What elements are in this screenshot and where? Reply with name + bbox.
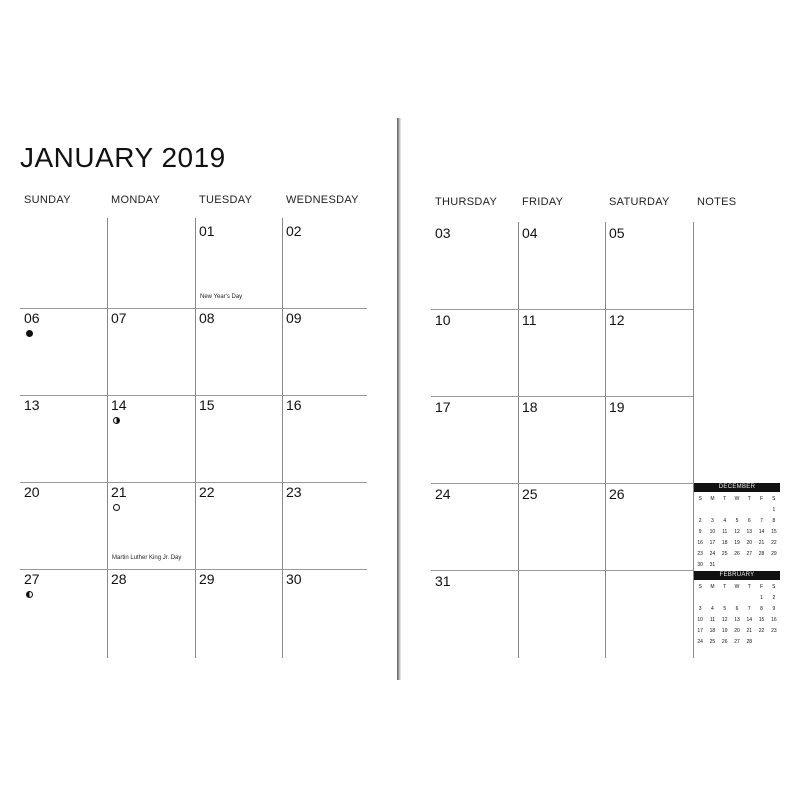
full-moon-icon — [113, 504, 120, 511]
column-header-friday: FRIDAY — [522, 196, 564, 208]
mini-day: 24 — [697, 639, 703, 645]
mini-calendar-grid — [694, 492, 780, 569]
mini-day: 22 — [758, 628, 765, 634]
grid-row-line — [431, 570, 693, 571]
day-05[interactable]: 05 — [609, 225, 625, 241]
day-25[interactable]: 25 — [522, 486, 538, 502]
mini-day: 4 — [723, 518, 727, 524]
mini-day: 7 — [747, 606, 751, 612]
mini-calendar-title: DECEMBER — [694, 483, 780, 492]
day-24[interactable]: 24 — [435, 486, 451, 502]
mini-weekday: M — [710, 584, 715, 590]
mini-day: 8 — [760, 606, 763, 612]
column-header-saturday: SATURDAY — [609, 196, 670, 208]
grid-row-line — [431, 396, 693, 397]
mini-day: 7 — [760, 518, 763, 524]
day-04[interactable]: 04 — [522, 225, 538, 241]
mini-day: 9 — [772, 606, 776, 612]
day-22[interactable]: 22 — [199, 484, 215, 500]
mini-day: 26 — [734, 551, 740, 557]
mini-calendar-title: FEBRUARY — [694, 571, 780, 580]
grid-row-line — [20, 482, 367, 483]
mini-weekday: T — [723, 584, 727, 590]
mini-day — [719, 506, 731, 514]
mini-weekday: S — [772, 496, 776, 502]
mini-day: 14 — [746, 617, 753, 623]
column-header-sunday: SUNDAY — [24, 194, 71, 206]
day-11[interactable]: 11 — [522, 312, 537, 328]
mini-day — [743, 561, 755, 569]
mini-day — [743, 594, 755, 602]
mini-calendar-grid — [694, 580, 780, 646]
holiday-label: Martin Luther King Jr. Day — [112, 555, 182, 561]
right-page — [401, 118, 800, 680]
new-moon-icon — [26, 330, 33, 337]
first-moon-icon — [113, 417, 120, 424]
mini-day: 5 — [723, 606, 727, 612]
day-19[interactable]: 19 — [609, 399, 625, 415]
day-14[interactable]: 14 — [111, 397, 127, 413]
mini-day — [731, 506, 743, 514]
mini-calendar-february — [694, 571, 780, 646]
mini-day: 13 — [734, 617, 740, 623]
mini-day — [706, 506, 718, 514]
grid-column-line — [195, 218, 196, 658]
mini-weekday: W — [734, 496, 740, 502]
mini-day: 2 — [698, 518, 702, 524]
mini-day: 19 — [734, 540, 740, 546]
day-07[interactable]: 07 — [111, 310, 127, 326]
mini-day: 11 — [722, 529, 728, 535]
mini-day: 28 — [758, 551, 765, 557]
mini-day: 18 — [709, 628, 716, 634]
mini-day — [755, 638, 767, 646]
mini-weekday: S — [698, 496, 702, 502]
grid-column-line — [282, 218, 283, 658]
mini-day: 10 — [709, 529, 716, 535]
mini-day: 25 — [709, 639, 716, 645]
mini-day: 15 — [771, 529, 777, 535]
mini-day: 20 — [746, 540, 753, 546]
mini-day: 21 — [758, 540, 765, 546]
day-28[interactable]: 28 — [111, 571, 127, 587]
last-moon-icon — [26, 591, 33, 598]
day-12[interactable]: 12 — [609, 312, 625, 328]
mini-day: 6 — [735, 606, 739, 612]
day-17[interactable]: 17 — [435, 399, 451, 415]
mini-day — [768, 561, 780, 569]
mini-day: 3 — [711, 518, 714, 524]
column-header-notes: NOTES — [697, 196, 737, 208]
mini-day — [768, 638, 780, 646]
day-15[interactable]: 15 — [199, 397, 215, 413]
grid-column-line — [518, 222, 519, 658]
column-header-monday: MONDAY — [111, 194, 161, 206]
grid-row-line — [431, 309, 693, 310]
grid-row-line — [20, 569, 367, 570]
mini-day: 29 — [771, 551, 777, 557]
left-page — [0, 118, 397, 680]
mini-day: 27 — [746, 551, 753, 557]
mini-weekday: T — [723, 496, 727, 502]
mini-day — [755, 506, 767, 514]
mini-day: 23 — [697, 551, 703, 557]
day-21[interactable]: 21 — [111, 484, 127, 500]
day-10[interactable]: 10 — [435, 312, 451, 328]
mini-day: 5 — [735, 518, 739, 524]
mini-day: 15 — [758, 617, 765, 623]
mini-day — [755, 561, 767, 569]
mini-day: 13 — [746, 529, 753, 535]
mini-day: 8 — [772, 518, 776, 524]
mini-day — [706, 594, 718, 602]
mini-calendar-december — [694, 483, 780, 569]
mini-day: 12 — [721, 617, 728, 623]
grid-column-line — [107, 218, 108, 658]
month-title: JANUARY 2019 — [20, 142, 226, 173]
mini-day: 6 — [747, 518, 751, 524]
day-20[interactable]: 20 — [24, 484, 40, 500]
mini-day — [694, 506, 706, 514]
day-09[interactable]: 09 — [286, 310, 302, 326]
day-30[interactable]: 30 — [286, 571, 302, 587]
mini-day: 30 — [697, 562, 703, 568]
mini-day: 25 — [721, 551, 728, 557]
mini-weekday: F — [760, 584, 764, 590]
mini-day: 18 — [721, 540, 728, 546]
grid-column-line — [605, 222, 606, 658]
mini-weekday: T — [747, 584, 751, 590]
mini-day: 21 — [746, 628, 753, 634]
day-06[interactable]: 06 — [24, 310, 40, 326]
mini-weekday: S — [698, 584, 702, 590]
mini-day: 28 — [746, 639, 753, 645]
mini-day — [731, 561, 743, 569]
mini-weekday: S — [772, 584, 776, 590]
mini-day: 10 — [697, 617, 703, 623]
mini-weekday: T — [747, 496, 751, 502]
mini-day: 11 — [709, 617, 716, 623]
mini-day: 20 — [734, 628, 740, 634]
day-23[interactable]: 23 — [286, 484, 302, 500]
day-27[interactable]: 27 — [24, 571, 40, 587]
mini-day: 17 — [697, 628, 703, 634]
mini-day: 4 — [711, 606, 714, 612]
day-29[interactable]: 29 — [199, 571, 215, 587]
mini-weekday: W — [734, 584, 740, 590]
mini-day: 24 — [709, 551, 716, 557]
grid-row-line — [431, 483, 693, 484]
day-31[interactable]: 31 — [435, 573, 451, 589]
mini-day: 2 — [772, 595, 776, 601]
day-08[interactable]: 08 — [199, 310, 215, 326]
holiday-label: New Year's Day — [200, 294, 243, 300]
day-16[interactable]: 16 — [286, 397, 302, 413]
mini-day — [719, 594, 731, 602]
mini-day: 9 — [698, 529, 702, 535]
day-26[interactable]: 26 — [609, 486, 625, 502]
column-header-tuesday: TUESDAY — [199, 194, 253, 206]
mini-day: 12 — [734, 529, 740, 535]
column-header-thursday: THURSDAY — [435, 196, 498, 208]
mini-day: 23 — [771, 628, 777, 634]
mini-day: 22 — [771, 540, 777, 546]
mini-day: 27 — [734, 639, 740, 645]
mini-day — [743, 506, 755, 514]
mini-day — [694, 594, 706, 602]
mini-day: 14 — [758, 529, 765, 535]
mini-day — [719, 561, 731, 569]
mini-weekday: M — [710, 496, 715, 502]
mini-weekday: F — [760, 496, 764, 502]
mini-day: 16 — [771, 617, 777, 623]
mini-day: 16 — [697, 540, 703, 546]
mini-day: 31 — [709, 562, 716, 568]
mini-day: 1 — [760, 595, 763, 601]
grid-row-line — [20, 395, 367, 396]
mini-day: 1 — [772, 507, 776, 513]
day-03[interactable]: 03 — [435, 225, 451, 241]
mini-day: 26 — [721, 639, 728, 645]
day-01[interactable]: 01 — [199, 223, 215, 239]
mini-day — [731, 594, 743, 602]
day-13[interactable]: 13 — [24, 397, 40, 413]
grid-row-line — [20, 308, 367, 309]
mini-day: 3 — [698, 606, 702, 612]
day-18[interactable]: 18 — [522, 399, 538, 415]
mini-day: 17 — [709, 540, 716, 546]
column-header-wednesday: WEDNESDAY — [286, 194, 359, 206]
day-02[interactable]: 02 — [286, 223, 302, 239]
mini-day: 19 — [721, 628, 728, 634]
